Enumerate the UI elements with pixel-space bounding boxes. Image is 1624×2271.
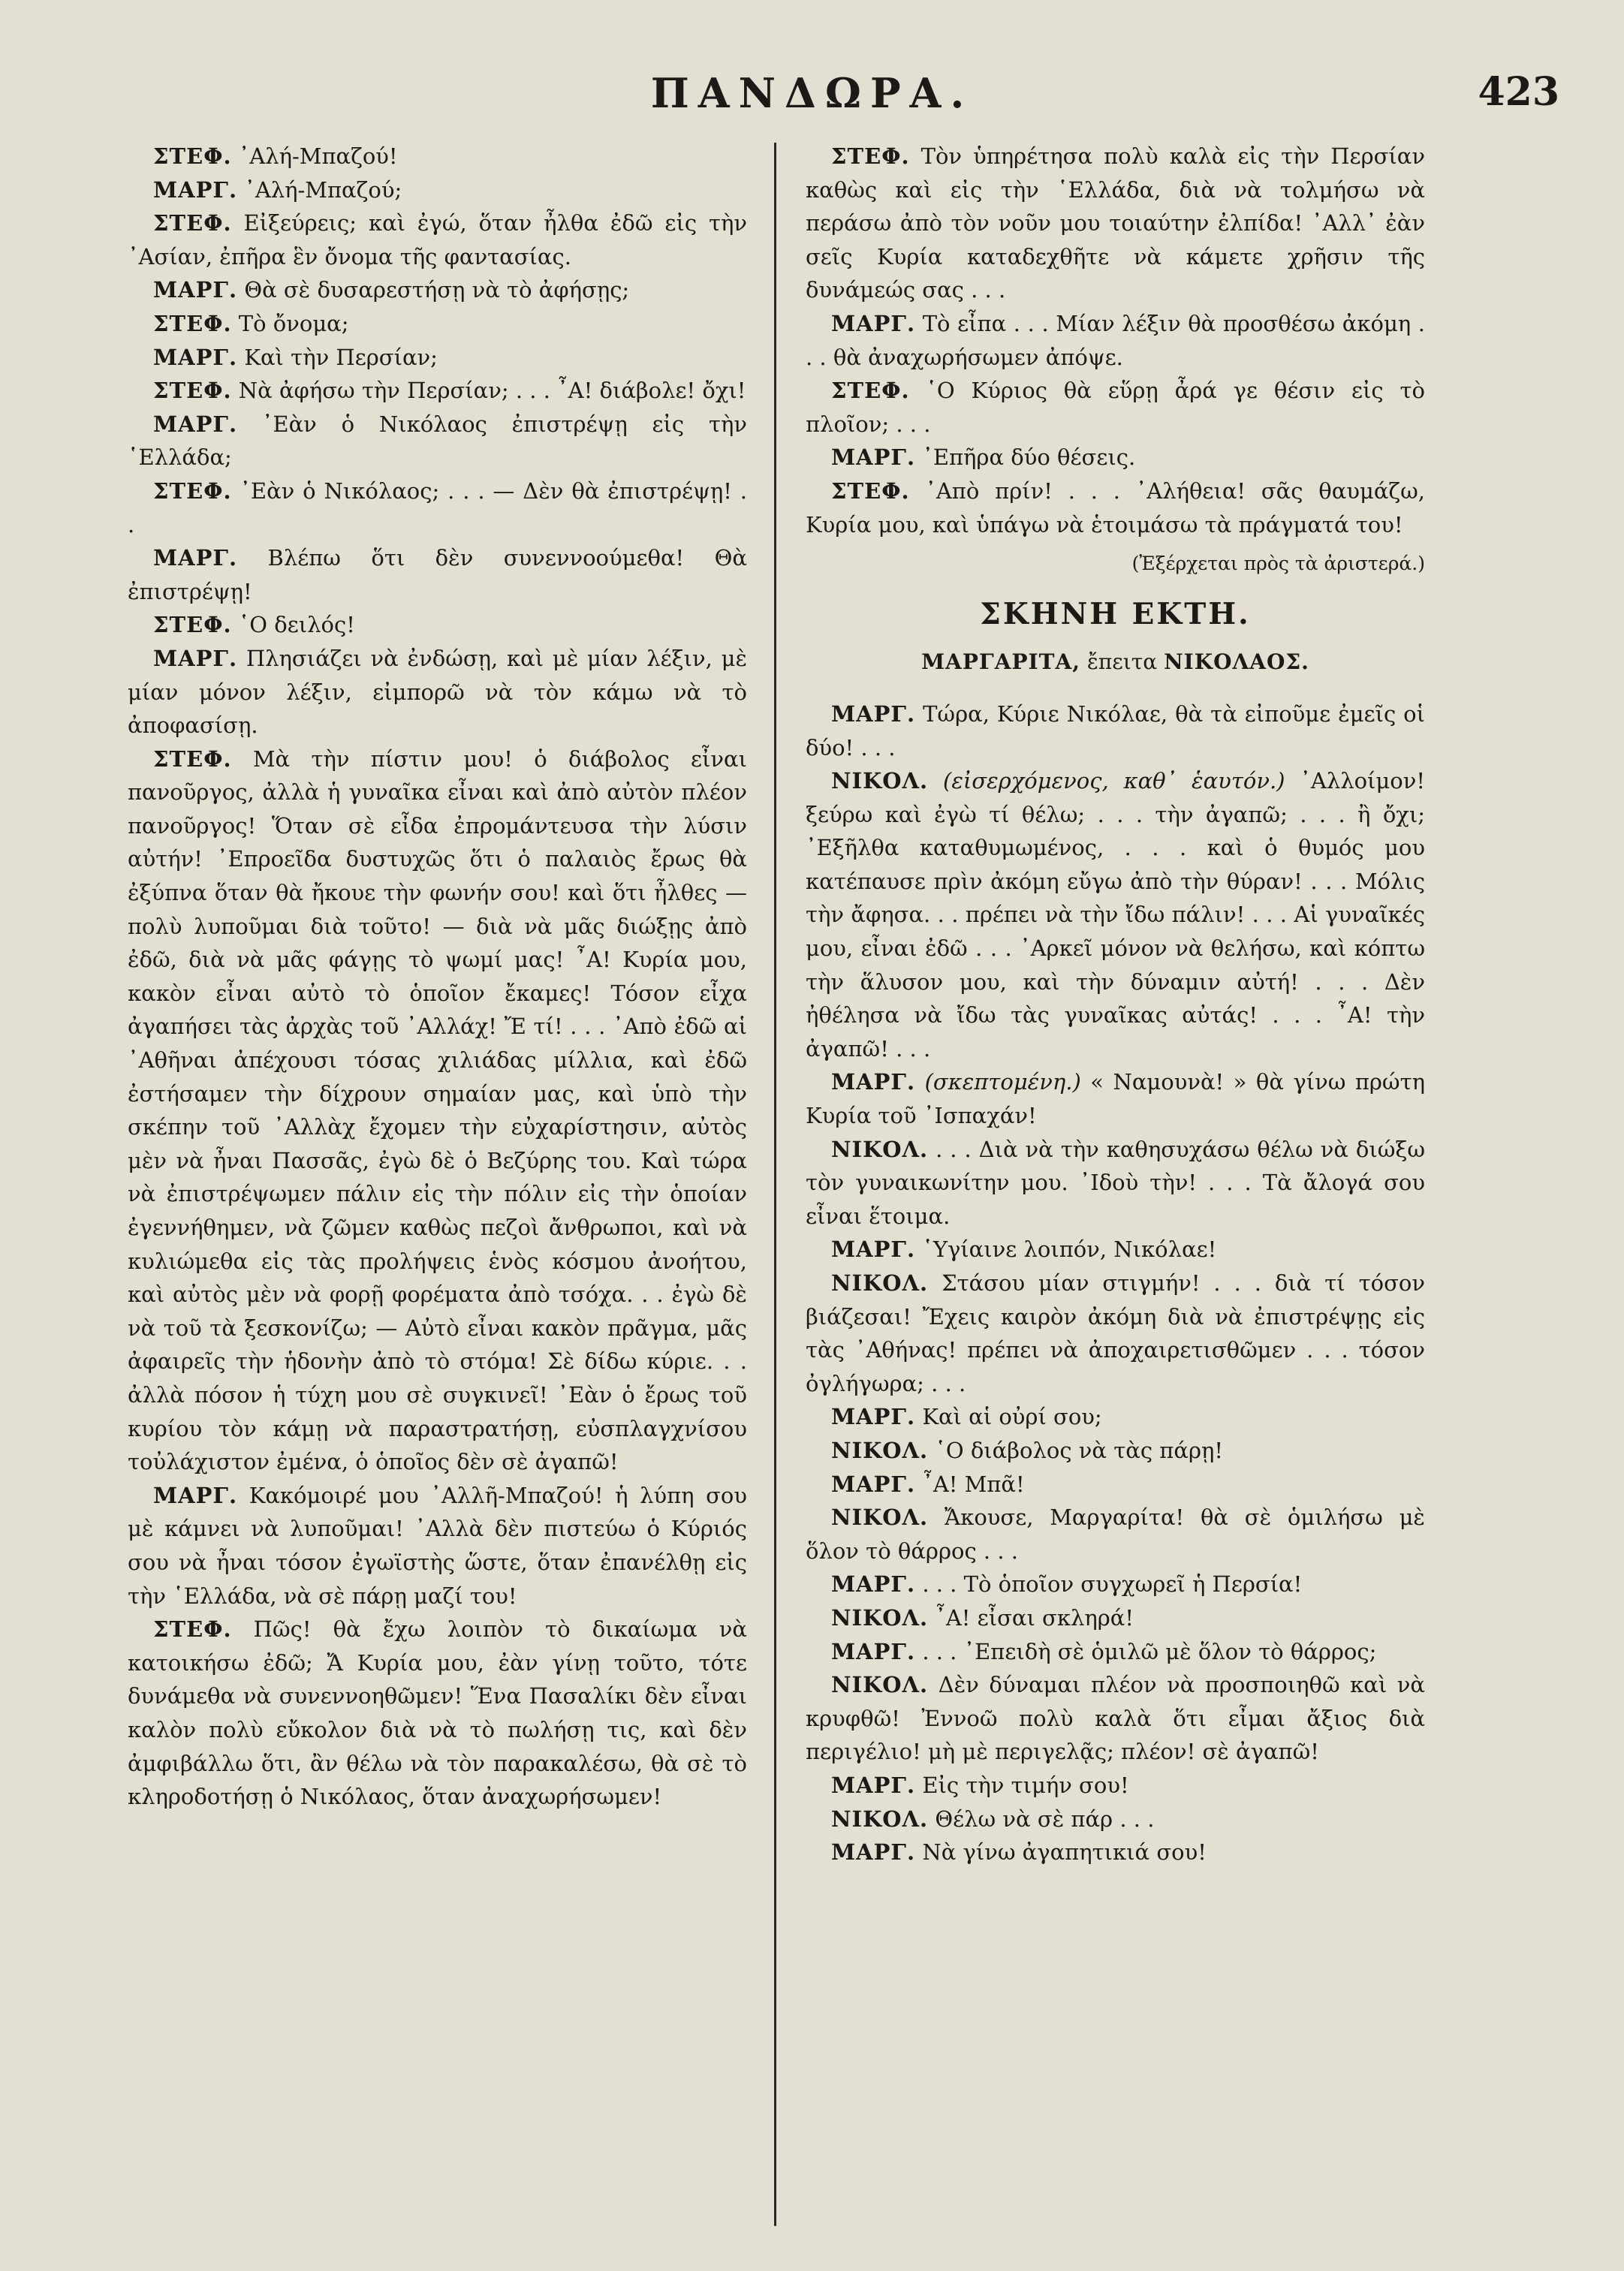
scene-connector: ἔπειτα bbox=[1086, 649, 1158, 675]
dialogue-text: Πῶς! θὰ ἔχω λοιπὸν τὸ δικαίωμα νὰ κατοικήσω ἐδῶ; Ἄ Κυρία μου, ἐὰν γίνῃ τοῦτο, τότε δυνάμεθα νὰ συνεννοηθῶμεν! Ἕνα Πασαλίκι δὲν εἶναι καλὸν πολὺ εὔκολον διὰ νὰ τὸ πωλήσῃ τις, καὶ δὲν ἀμφιβάλλω ὅτι, ἂν θέλω νὰ τὸν παρακαλέσω, θὰ σὲ τὸ κληροδοτήσῃ ὁ Νικόλαος, ὅταν ἀναχωρήσωμεν! bbox=[128, 1616, 748, 1810]
speaker-label: ΝΙΚΟΛ. bbox=[831, 1504, 929, 1531]
dialogue-line bbox=[128, 1479, 747, 1613]
dialogue-line bbox=[128, 307, 747, 341]
speaker-label: ΜΑΡΓ. bbox=[153, 411, 238, 437]
right-column-dialogue-after bbox=[806, 697, 1425, 1869]
dialogue-line bbox=[806, 1133, 1425, 1233]
dialogue-line bbox=[806, 1803, 1425, 1836]
stage-direction: (σκεπτομένη.) bbox=[924, 1069, 1081, 1095]
speaker-label: ΝΙΚΟΛ. bbox=[831, 1672, 929, 1698]
dialogue-line bbox=[128, 1613, 747, 1814]
dialogue-text: « Ναμουνὰ! » θὰ γίνω πρώτη Κυρία τοῦ ᾿Ισπαχάν! bbox=[806, 1069, 1425, 1129]
dialogue-text: Καὶ τὴν Περσίαν; bbox=[244, 344, 438, 370]
dialogue-text: ῾Υγίαινε λοιπόν, Νικόλαε! bbox=[922, 1236, 1217, 1263]
speaker-label: ΜΑΡΓ. bbox=[153, 277, 238, 303]
speaker-label: ΣΤΕΦ. bbox=[831, 143, 910, 169]
dialogue-text: Μὰ τὴν πίστιν μου! ὁ διάβολος εἶναι πανοῦργος, ἀλλὰ ἡ γυναῖκα εἶναι καὶ ἀπὸ αὐτὸν πλέον πανοῦργος! Ὅταν σὲ εἶδα ἐπρομάντευσα τὴν λύσιν αὐτήν! ᾿Επροεῖδα δυστυχῶς ὅτι ὁ παλαιὸς ἔρως θὰ ἐξύπνα ὅταν θὰ ἤκουε τὴν φωνήν σου! καὶ ὅτι ἦλθες — πολὺ λυποῦμαι διὰ τοῦτο! — διὰ νὰ μᾶς διώξῃς ἀπὸ ἐδῶ, διὰ νὰ μᾶς φάγῃς τὸ ψωμί μας! ῏Α! Κυρία μου, κακὸν εἶναι αὐτὸ τὸ ὁποῖον ἔκαμες! Τόσον εἶχα ἀγαπήσει τὰς ἀρχὰς τοῦ ᾿Αλλάχ! Ἔ τί! . . . ᾿Απὸ ἐδῶ αἱ ᾿Αθῆναι ἀπέχουσι τόσας χιλιάδας μίλλια, καὶ ἐδῶ ἐστήσαμεν τὴν δίχρουν σημαίαν μας, καὶ ὑπὸ τὴν σκέπην τοῦ ᾿Αλλὰχ ἔχομεν τὴν εὐχαρίστησιν, αὐτὸς μὲν νὰ ἦναι Πασσᾶς, ἐγὼ δὲ ὁ Βεζύρης του. Καὶ τώρα νὰ ἐπιστρέψωμεν πάλιν εἰς τὴν πόλιν εἰς τὴν ὁποίαν ἐγεννήθημεν, νὰ ζῶμεν καθὼς πεζοὶ ἄνθρωποι, καὶ νὰ κυλιώμεθα εἰς τὰς προλήψεις ἑνὸς κόσμου ἀνοήτου, καὶ αὐτὸς μὲν νὰ φορῇ φορέματα ἀπὸ τσόχα. . . ἐγὼ δὲ νὰ τοῦ τὰ ξεσκονίζω; — Αὐτὸ εἶναι κακὸν πρᾶγμα, μᾶς ἀφαιρεῖς τὴν ἡδονὴν ἀπὸ τὸ στόμα! Σὲ δίδω κύριε. . . ἀλλὰ πόσον ἡ τύχη μου σὲ συγκινεῖ! ᾿Εὰν ὁ ἔρως τοῦ κυρίου τὸν κάμῃ νὰ παραστρατήσῃ, εὐσπλαγχνίσου τοὐλάχιστον ἐμένα, ὁ ὁποῖος δὲν σὲ ἀγαπῶ! bbox=[128, 745, 748, 1475]
dialogue-text: . . . ᾿Επειδὴ σὲ ὁμιλῶ μὲ ὅλον τὸ θάρρος; bbox=[922, 1638, 1377, 1664]
dialogue-text: ᾿Αλή-Μπαζού! bbox=[238, 143, 398, 169]
dialogue-text: ῾Ο δειλός! bbox=[238, 612, 355, 638]
dialogue-text: Νὰ γίνω ἀγαπητικιά σου! bbox=[922, 1839, 1207, 1866]
dialogue-text: Τὸ εἶπα . . . Μίαν λέξιν θὰ προσθέσω ἀκόμη . . . θὰ ἀναχωρήσωμεν ἀπόψε. bbox=[806, 310, 1425, 370]
scene-title: ΣΚΗΝΗ ΕΚΤΗ. bbox=[980, 596, 1251, 631]
dialogue-line bbox=[806, 1501, 1425, 1568]
dialogue-line bbox=[806, 1065, 1425, 1132]
dialogue-line bbox=[806, 1836, 1425, 1869]
dialogue-text: Θὰ σὲ δυσαρεστήσῃ νὰ τὸ ἀφήσῃς; bbox=[244, 277, 630, 303]
scene-character-1: ΜΑΡΓΑΡΙΤΑ, bbox=[921, 649, 1080, 675]
dialogue-line bbox=[806, 1468, 1425, 1501]
speaker-label: ΣΤΕΦ. bbox=[831, 378, 910, 404]
dialogue-text: Καὶ αἱ οὐρί σου; bbox=[922, 1404, 1102, 1430]
right-column-dialogue-before bbox=[806, 140, 1425, 541]
dialogue-text: ῏Α! εἶσαι σκληρά! bbox=[935, 1604, 1134, 1631]
dialogue-line bbox=[128, 608, 747, 642]
page-header-title: ΠΑΝΔΩΡΑ. bbox=[650, 69, 974, 117]
dialogue-text: Νὰ ἀφήσω τὴν Περσίαν; . . . ῏Α! διάβολε! ὄχι! bbox=[238, 378, 746, 404]
speaker-label: ΜΑΡΓ. bbox=[831, 1772, 916, 1798]
dialogue-line bbox=[128, 273, 747, 307]
speaker-label: ΜΑΡΓ. bbox=[153, 545, 238, 571]
dialogue-line bbox=[806, 1400, 1425, 1434]
speaker-label: ΜΑΡΓ. bbox=[831, 700, 916, 727]
dialogue-line bbox=[806, 474, 1425, 541]
dialogue-line bbox=[128, 474, 747, 541]
dialogue-text: Εἰς τὴν τιμήν σου! bbox=[922, 1772, 1129, 1798]
speaker-label: ΜΑΡΓ. bbox=[831, 1471, 916, 1497]
dialogue-text: ᾿Επῆρα δύο θέσεις. bbox=[922, 444, 1136, 471]
speaker-label: ΝΙΚΟΛ. bbox=[831, 1806, 929, 1832]
dialogue-text: ῏Α! Μπᾶ! bbox=[922, 1471, 1025, 1497]
dialogue-line bbox=[128, 742, 747, 1479]
dialogue-text: . . . Τὸ ὁποῖον συγχωρεῖ ἡ Περσία! bbox=[922, 1571, 1303, 1598]
speaker-label: ΜΑΡΓ. bbox=[153, 1482, 238, 1508]
dialogue-line bbox=[128, 341, 747, 375]
dialogue-text: ᾿Αλλοίμον! ξεύρω καὶ ἐγὼ τί θέλω; . . . τὴν ἀγαπῶ; . . . ἢ ὄχι; ᾿Εξῆλθα καταθυμωμένος, . . . καὶ ὁ θυμός μου κατέπαυσε πρὶν ἀκόμη εὔγω ἀπὸ τὴν θύραν! . . . Μόλις τὴν ἄφησα. . . πρέπει νὰ τὴν ἴδω πάλιν! . . . Αἱ γυναῖκές μου, εἶναι ἐδῶ . . . ᾿Αρκεῖ μόνον νὰ θελήσω, καὶ κόπτω τὴν ἅλυσον μου, καὶ τὴν δύναμιν αὐτή! . . . Δὲν ἠθέλησα νὰ ἴδω τὰς γυναῖκας αὐτάς! . . . ῏Α! τὴν ἀγαπῶ! . . . bbox=[806, 768, 1426, 1062]
dialogue-text: Τώρα, Κύριε Νικόλαε, θὰ τὰ εἰποῦμε ἐμεῖς οἱ δύο! . . . bbox=[806, 700, 1425, 761]
dialogue-line bbox=[806, 1769, 1425, 1803]
dialogue-text: Δὲν δύναμαι πλέον νὰ προσποιηθῶ καὶ νὰ κρυφθῶ! Ἐννοῶ πολὺ καλὰ ὅτι εἶμαι ἄξιος διὰ περιγέλιο! μὴ μὲ περιγελᾷς; πλέον! σὲ ἀγαπῶ! bbox=[806, 1672, 1425, 1765]
speaker-label: ΝΙΚΟΛ. bbox=[831, 768, 929, 794]
scene-characters bbox=[806, 646, 1425, 679]
dialogue-line bbox=[806, 1233, 1425, 1267]
dialogue-line bbox=[806, 441, 1425, 474]
speaker-label: ΜΑΡΓ. bbox=[153, 176, 238, 203]
speaker-label: ΣΤΕΦ. bbox=[153, 378, 232, 404]
dialogue-text: Στάσου μίαν στιγμήν! . . . διὰ τί τόσον βιάζεσαι! Ἔχεις καιρὸν ἀκόμη διὰ νὰ ἐπιστρέψῃς εἰς τὰς ᾿Αθήνας! πρέπει νὰ ἀποχαιρετισθῶμεν . . . τόσον ὀγλήγωρα; . . . bbox=[806, 1270, 1426, 1396]
speaker-label: ΜΑΡΓ. bbox=[831, 1571, 916, 1598]
dialogue-text: ῾Ο Κύριος θὰ εὕρῃ ἆρά γε θέσιν εἰς τὸ πλοῖον; . . . bbox=[806, 378, 1426, 437]
speaker-label: ΜΑΡΓ. bbox=[831, 1638, 916, 1664]
dialogue-text: ᾿Εὰν ὁ Νικόλαος; . . . — Δὲν θὰ ἐπιστρέψῃ! . . bbox=[128, 477, 747, 538]
dialogue-text: Ἄκουσε, Μαργαρίτα! θὰ σὲ ὁμιλήσω μὲ ὅλον τὸ θάρρος . . . bbox=[806, 1504, 1425, 1564]
dialogue-text: ᾿Εὰν ὁ Νικόλαος ἐπιστρέψῃ εἰς τὴν ῾Ελλάδα; bbox=[128, 411, 747, 471]
dialogue-line bbox=[806, 764, 1425, 1065]
column-divider bbox=[774, 143, 776, 2226]
speaker-label: ΜΑΡΓ. bbox=[831, 1236, 916, 1263]
speaker-label: ΣΤΕΦ. bbox=[831, 477, 910, 504]
speaker-label: ΜΑΡΓ. bbox=[831, 1069, 916, 1095]
speaker-label: ΜΑΡΓ. bbox=[153, 645, 238, 671]
dialogue-line bbox=[806, 697, 1425, 764]
scene-character-2: ΝΙΚΟΛΑΟΣ. bbox=[1164, 649, 1309, 675]
dialogue-line bbox=[806, 1668, 1425, 1769]
speaker-label: ΣΤΕΦ. bbox=[153, 745, 232, 772]
speaker-label: ΝΙΚΟΛ. bbox=[831, 1270, 929, 1296]
speaker-label: ΜΑΡΓ. bbox=[831, 1404, 916, 1430]
dialogue-line bbox=[128, 642, 747, 742]
dialogue-line bbox=[806, 374, 1425, 441]
dialogue-text: Θέλω νὰ σὲ πάρ . . . bbox=[935, 1806, 1155, 1832]
dialogue-line bbox=[806, 1568, 1425, 1601]
dialogue-text: Εἰξεύρεις; καὶ ἐγώ, ὅταν ἦλθα ἐδῶ εἰς τὴν ᾿Ασίαν, ἐπῆρα ἓν ὄνομα τῆς φαντασίας. bbox=[128, 210, 747, 270]
dialogue-text: Τὸ ὄνομα; bbox=[238, 310, 349, 336]
speaker-label: ΜΑΡΓ. bbox=[831, 310, 916, 336]
dialogue-text: Πλησιάζει νὰ ἐνδώσῃ, καὶ μὲ μίαν λέξιν, μὲ μίαν μόνον λέξιν, εἰμπορῶ νὰ τὸν κάμω νὰ τὸ ἀποφασίσῃ. bbox=[128, 645, 748, 739]
speaker-label: ΝΙΚΟΛ. bbox=[831, 1437, 929, 1463]
speaker-label: ΣΤΕΦ. bbox=[153, 310, 232, 336]
speaker-label: ΣΤΕΦ. bbox=[153, 477, 232, 504]
dialogue-line bbox=[806, 1635, 1425, 1669]
dialogue-line bbox=[806, 1267, 1425, 1400]
dialogue-text: Κακόμοιρέ μου ᾿Αλλῆ-Μπαζού! ἡ λύπη σου μὲ κάμνει νὰ λυποῦμαι! ᾿Αλλὰ δὲν πιστεύω ὁ Κύριός σου νὰ ἦναι τόσον ἐγωϊστὴς ὥστε, ὅταν ἐπανέλθῃ εἰς τὴν ῾Ελλάδα, νὰ σὲ πάρῃ μαζί του! bbox=[128, 1482, 747, 1609]
dialogue-line bbox=[128, 374, 747, 408]
speaker-label: ΣΤΕΦ. bbox=[153, 612, 232, 638]
dialogue-text: ᾿Αλή-Μπαζού; bbox=[244, 176, 402, 203]
dialogue-text: Βλέπω ὅτι δὲν συνεννοούμεθα! Θὰ ἐπιστρέψῃ! bbox=[128, 545, 748, 604]
dialogue-line bbox=[806, 307, 1425, 374]
page-number: 423 bbox=[1478, 69, 1559, 115]
speaker-label: ΜΑΡΓ. bbox=[831, 1839, 916, 1866]
stage-direction-exit: (Ἐξέρχεται πρὸς τὰ ἀριστερά.) bbox=[1131, 553, 1425, 575]
speaker-label: ΣΤΕΦ. bbox=[153, 143, 232, 169]
speaker-label: ΜΑΡΓ. bbox=[153, 344, 238, 370]
dialogue-line bbox=[128, 541, 747, 608]
dialogue-text: Τὸν ὑπηρέτησα πολὺ καλὰ εἰς τὴν Περσίαν καθὼς καὶ εἰς τὴν ῾Ελλάδα, διὰ νὰ τολμήσω νὰ περάσω ἀπὸ τὸν νοῦν μου τοιαύτην ἐλπίδα! ᾿Αλλ᾿ ἐὰν σεῖς Κυρία καταδεχθῆτε νὰ κάμετε χρῆσιν τῆς δυνάμεώς σας . . . bbox=[806, 143, 1426, 303]
speaker-label: ΣΤΕΦ. bbox=[153, 1616, 232, 1643]
speaker-label: ΜΑΡΓ. bbox=[831, 444, 916, 471]
dialogue-line bbox=[128, 206, 747, 273]
dialogue-line bbox=[128, 140, 747, 173]
left-column bbox=[128, 140, 747, 1814]
dialogue-line bbox=[806, 1601, 1425, 1635]
speaker-label: ΝΙΚΟΛ. bbox=[831, 1136, 929, 1162]
dialogue-line bbox=[806, 1434, 1425, 1468]
dialogue-text: ᾿Απὸ πρίν! . . . ᾿Αλήθεια! σᾶς θαυμάζω, Κυρία μου, καὶ ὑπάγω νὰ ἑτοιμάσω τὰ πράγματά του! bbox=[806, 477, 1425, 538]
dialogue-text: ῾Ο διάβολος νὰ τὰς πάρῃ! bbox=[935, 1437, 1224, 1463]
speaker-label: ΝΙΚΟΛ. bbox=[831, 1604, 929, 1631]
dialogue-text: . . . Διὰ νὰ τὴν καθησυχάσω θέλω νὰ διώξω τὸν γυναικωνίτην μου. ᾿Ιδοὺ τὴν! . . . Τὰ ἄλογά σου εἶναι ἕτοιμα. bbox=[806, 1136, 1425, 1229]
speaker-label: ΣΤΕΦ. bbox=[153, 210, 232, 236]
stage-direction: (εἰσερχόμενος, καθ᾿ ἑαυτόν.) bbox=[943, 768, 1285, 794]
dialogue-line bbox=[128, 408, 747, 474]
dialogue-line bbox=[128, 173, 747, 207]
dialogue-line bbox=[806, 140, 1425, 307]
right-column bbox=[806, 140, 1425, 1869]
